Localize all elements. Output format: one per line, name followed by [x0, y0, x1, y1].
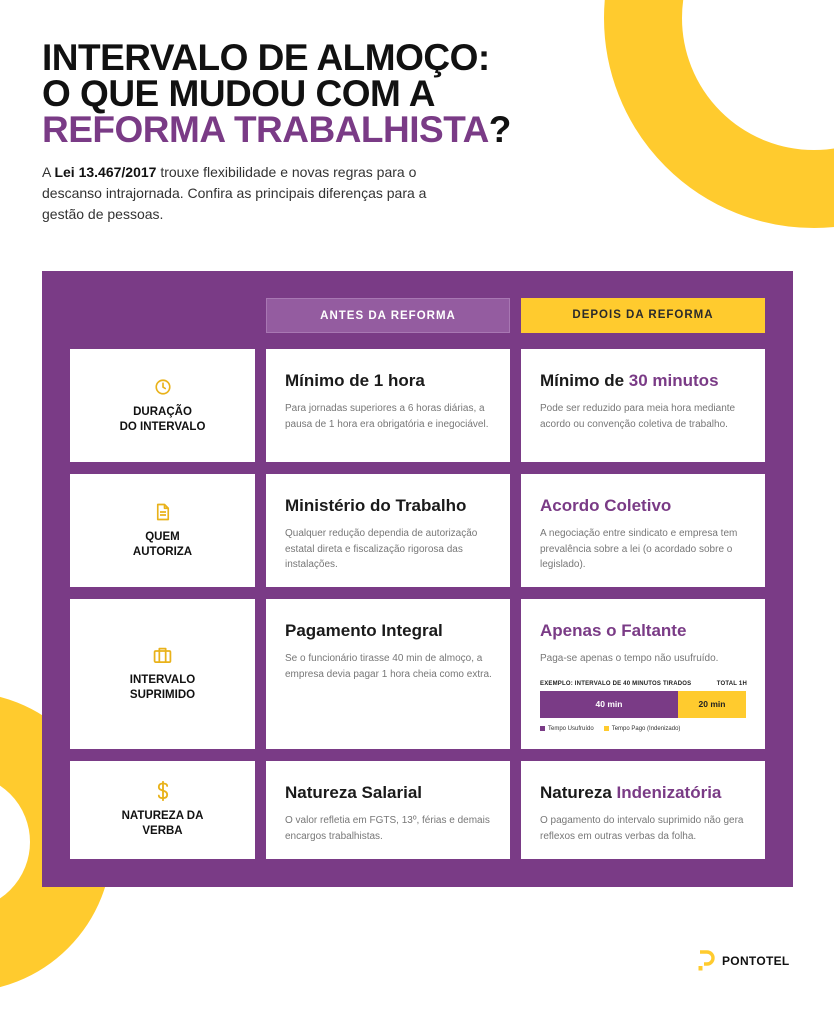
- cell-title: [540, 783, 747, 803]
- clock-icon: [153, 377, 173, 397]
- intro-paragraph: [42, 162, 442, 225]
- bar-segment-paid: 20 min: [678, 691, 746, 718]
- cell-text: O pagamento do intervalo suprimido não gera reflexos em outras verbas da folha.: [540, 815, 744, 842]
- cell-text: Qualquer redução dependia de autorização estatal direta e fiscalização rigorosa das instalações.: [285, 528, 478, 570]
- cell-title-highlight: Indenizatória: [616, 783, 722, 802]
- legend-item-used: [540, 726, 594, 732]
- title-question-mark: ?: [488, 109, 511, 150]
- brand-name: PONTOTEL: [722, 954, 790, 968]
- cell-title-highlight: 30 minutos: [628, 371, 719, 390]
- cell-text: A negociação entre sindicato e empresa tem prevalência sobre a lei (o acordado sobre o legislado).: [540, 528, 738, 570]
- cell-before-natureza-verba: [266, 761, 510, 859]
- row-label-text: NATUREZA DA VERBA: [121, 810, 204, 837]
- cell-after-duracao: [521, 349, 765, 462]
- document-icon: [153, 502, 173, 522]
- row-label-duracao: [70, 349, 255, 462]
- cell-title: Acordo Coletivo: [540, 496, 672, 515]
- legend-item-paid: [604, 726, 681, 732]
- title-line-1: INTERVALO DE ALMOÇO:: [42, 37, 490, 78]
- title-line-2: O QUE MUDOU COM A: [42, 73, 436, 114]
- example-bar-block: [540, 681, 747, 732]
- cell-title: Natureza Salarial: [285, 783, 423, 802]
- legend-swatch-purple: [540, 726, 545, 731]
- example-caption: EXEMPLO: INTERVALO DE 40 MINUTOS TIRADOS: [540, 680, 692, 687]
- cell-text: Se o funcionário tirasse 40 min de almoço, a empresa devia pagar 1 hora cheia como extra.: [285, 653, 492, 680]
- cell-text: Paga-se apenas o tempo não usufruído.: [540, 653, 719, 664]
- cell-title-prefix: Mínimo de: [540, 371, 629, 390]
- row-label-text: DURAÇÃO DO INTERVALO: [119, 405, 206, 433]
- legend-label: Tempo Pago (Indenizado): [611, 725, 681, 732]
- cell-before-intervalo-suprimido: [266, 599, 510, 749]
- row-label-intervalo-suprimido: [70, 599, 255, 749]
- pontotel-logo-icon: [698, 950, 716, 972]
- decorative-ring-top-right: [604, 0, 834, 228]
- title-accent: REFORMA TRABALHISTA: [42, 109, 489, 150]
- cell-text: Para jornadas superiores a 6 horas diárias, a pausa de 1 hora era obrigatória e inegociável.: [285, 403, 489, 430]
- brand-logo: [698, 950, 790, 972]
- column-header-after: DEPOIS DA REFORMA: [521, 298, 765, 333]
- example-legend: [540, 726, 747, 732]
- row-label-quem-autoriza: [70, 474, 255, 587]
- row-label-text: QUEM AUTORIZA: [132, 530, 193, 558]
- example-bar-caption-row: [540, 681, 747, 687]
- legend-label: Tempo Usufruído: [548, 725, 594, 732]
- bar-segment-used: 40 min: [540, 691, 678, 718]
- comparison-panel: [42, 271, 793, 887]
- cell-before-duracao: [266, 349, 510, 462]
- intro-rest: trouxe flexibilidade e novas regras para o descanso intrajornada. Confira as principais diferenças para a gestão de pessoas.: [42, 164, 427, 222]
- briefcase-icon: [153, 645, 173, 665]
- cell-title: Pagamento Integral: [285, 621, 443, 640]
- cell-before-quem-autoriza: [266, 474, 510, 587]
- cell-text: Pode ser reduzido para meia hora mediante acordo ou convenção coletiva de trabalho.: [540, 403, 736, 430]
- intro-law: Lei 13.467/2017: [54, 164, 157, 180]
- title-line-3: [42, 109, 511, 150]
- intro-prefix: A: [42, 164, 55, 180]
- cell-after-intervalo-suprimido: [521, 599, 765, 749]
- example-total: TOTAL 1H: [716, 680, 747, 687]
- cell-title-prefix: Natureza: [540, 783, 617, 802]
- example-bar: [540, 691, 746, 718]
- row-label-natureza-verba: [70, 761, 255, 859]
- cell-after-quem-autoriza: [521, 474, 765, 587]
- page-title: [42, 37, 511, 150]
- cell-title: Mínimo de 1 hora: [285, 371, 425, 390]
- cell-title: [540, 371, 747, 391]
- cell-title: Ministério do Trabalho: [285, 496, 467, 515]
- cell-after-natureza-verba: [521, 761, 765, 859]
- row-label-text: INTERVALO SUPRIMIDO: [129, 674, 196, 701]
- cell-title: Apenas o Faltante: [540, 621, 687, 640]
- cell-text: O valor refletia em FGTS, 13º, férias e demais encargos trabalhistas.: [285, 815, 490, 842]
- dollar-icon: [153, 781, 173, 801]
- column-header-before: ANTES DA REFORMA: [266, 298, 510, 333]
- legend-swatch-yellow: [604, 726, 609, 731]
